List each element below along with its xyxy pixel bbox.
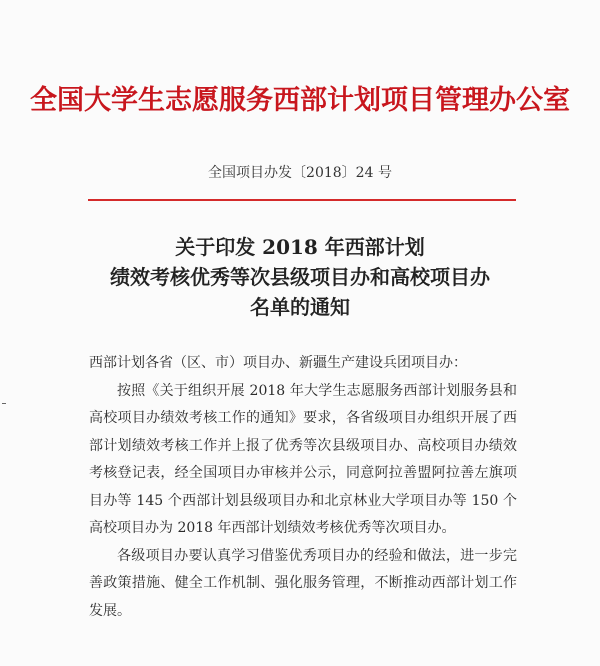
document-title: [0, 232, 600, 322]
header-divider: [88, 199, 516, 201]
issuing-organization-header: 全国大学生志愿服务西部计划项目管理办公室: [30, 85, 570, 116]
document-number: 全国项目办发〔2018〕24 号: [208, 165, 392, 181]
document-body: [89, 350, 517, 625]
title-line-3: 名单的通知: [250, 295, 350, 319]
body-paragraph-1: 按照《关于组织开展 2018 年大学生志愿服务西部计划服务县和高校项目办绩效考核工作的通知》要求，各省级项目办组织开展了西部计划绩效考核工作并上报了优秀等次县级项目办、高校项目办绩效考核登记表，经全国项目办审核并公示，同意阿拉善盟阿拉善左旗项目办等 145 个西部计划县级项目办和北京林业大学项目办等 150 个高校项目办为 2018 年西部计划绩效考核优秀等次项目办。: [89, 382, 517, 536]
title-line-2: 绩效考核优秀等次县级项目办和高校项目办: [110, 265, 490, 289]
body-paragraph-2: 各级项目办要认真学习借鉴优秀项目办的经验和做法，进一步完善政策措施、健全工作机制、强化服务管理，不断推动西部计划工作发展。: [89, 547, 517, 619]
title-line-1: 关于印发 2018 年西部计划: [175, 235, 425, 259]
salutation: 西部计划各省（区、市）项目办、新疆生产建设兵团项目办：: [89, 355, 467, 371]
scan-edge-mark: [2, 403, 6, 404]
